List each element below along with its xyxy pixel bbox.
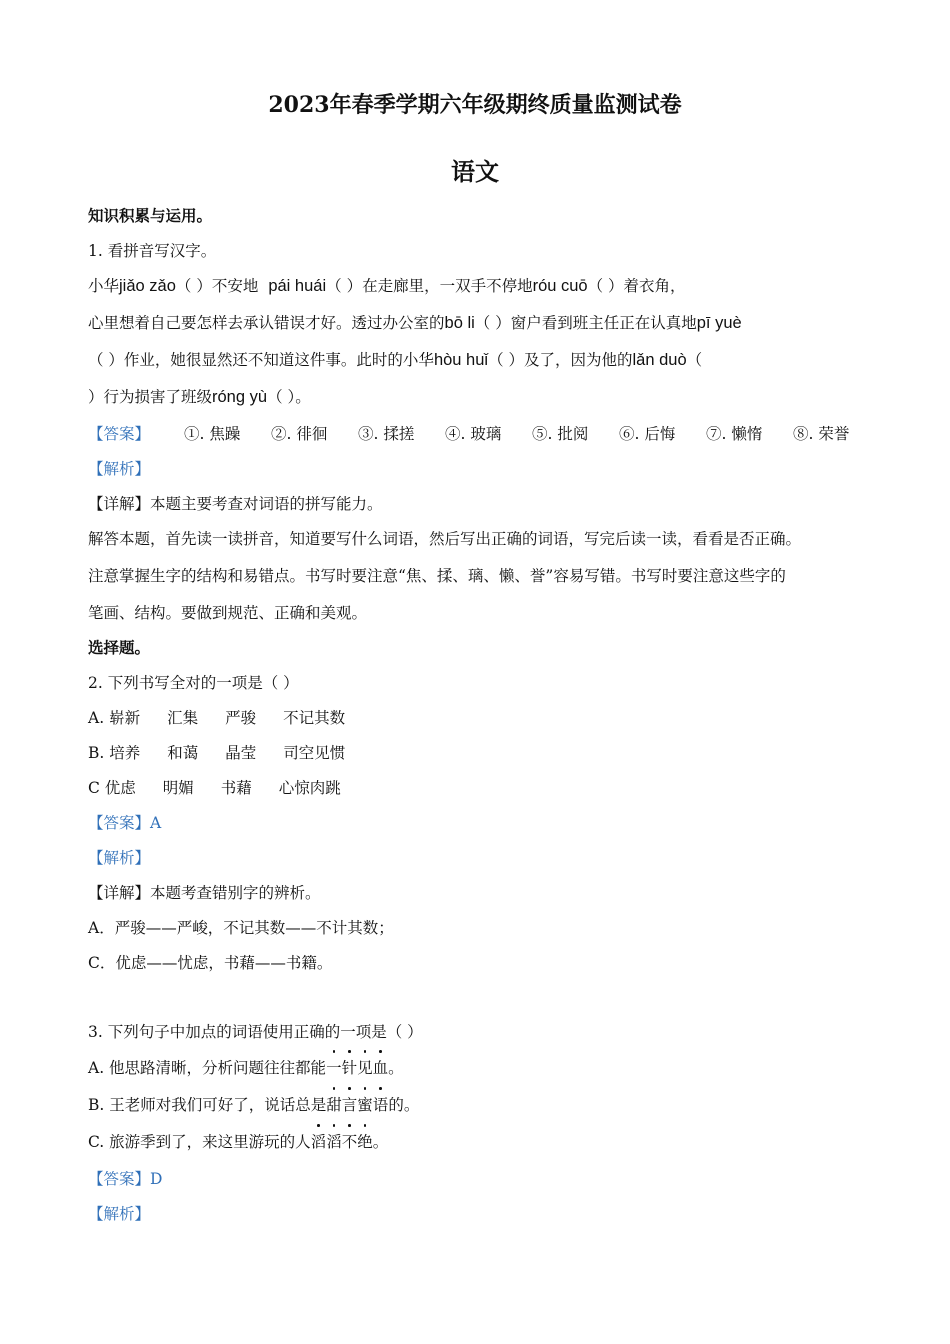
q1-pinyin: bō li bbox=[444, 314, 475, 332]
q2-analysis-label: 【解析】 bbox=[88, 849, 151, 867]
dotted-char: 血 bbox=[372, 1059, 389, 1077]
q2-answer-row bbox=[88, 813, 161, 833]
option-word: 司空见惯 bbox=[283, 744, 346, 762]
answer-label: 【答案】 bbox=[88, 1170, 151, 1188]
q1-text: （ ）及了，因为他的 bbox=[488, 351, 633, 369]
q1-answer-item: ⑧. 荣誉 bbox=[793, 425, 850, 443]
dotted-char: 见 bbox=[357, 1059, 373, 1077]
subject-title: 语文 bbox=[451, 157, 499, 186]
exam-title: 2023年春季学期六年级期终质量监测试卷 bbox=[268, 92, 682, 118]
q1-text: （ ）窗户看到班主任正在认真地 bbox=[474, 314, 697, 332]
q3-option-b bbox=[88, 1095, 419, 1115]
q1-line-3 bbox=[88, 350, 702, 370]
q1-line-1 bbox=[88, 276, 686, 296]
q3-answer: D bbox=[150, 1170, 163, 1188]
q2-answer: A bbox=[150, 814, 162, 832]
option-label: B. bbox=[88, 744, 110, 762]
q1-detail-text: 本题主要考查对词语的拼写能力。 bbox=[150, 495, 383, 513]
section-heading-knowledge: 知识积累与运用。 bbox=[88, 206, 213, 225]
q1-text: （ ）。 bbox=[267, 388, 311, 406]
q1-pinyin: pái huái bbox=[268, 277, 327, 295]
option-word: 明媚 bbox=[162, 779, 194, 797]
option-word: 心惊肉跳 bbox=[278, 779, 341, 797]
dotted-char: 一 bbox=[326, 1059, 342, 1077]
q2-detail-text: 本题考查错别字的辨析。 bbox=[150, 884, 321, 902]
q2-option-c bbox=[88, 778, 341, 798]
option-word: 严骏 bbox=[225, 709, 257, 727]
q3-answer-row bbox=[88, 1169, 162, 1189]
q1-answer-item: ①. 焦躁 bbox=[184, 425, 241, 443]
option-word: 晶莹 bbox=[225, 744, 257, 762]
option-word: 培养 bbox=[109, 744, 141, 762]
q2-option-a bbox=[88, 708, 345, 728]
q2-option-b bbox=[88, 743, 345, 763]
q3-analysis-label: 【解析】 bbox=[88, 1205, 151, 1223]
q3-option-c bbox=[88, 1132, 388, 1152]
q3-stem: 3. 下列句子中加点的词语使用正确的一项是（ ） bbox=[88, 1023, 423, 1041]
dotted-char: 语 bbox=[372, 1096, 389, 1114]
q1-stem: 1. 看拼音写汉字。 bbox=[88, 242, 217, 260]
q1-explanation-1: 解答本题，首先读一读拼音，知道要写什么词语，然后写出正确的词语，写完后读一读，看看是否正确。 bbox=[88, 530, 802, 548]
q1-answer-row bbox=[88, 424, 849, 444]
dotted-char: 绝 bbox=[357, 1133, 373, 1151]
dotted-char: 滔 bbox=[310, 1133, 327, 1151]
dotted-char: 针 bbox=[341, 1059, 358, 1077]
detail-label: 【详解】 bbox=[88, 884, 151, 902]
q1-text: 小华 bbox=[88, 277, 120, 295]
q1-pinyin: lǎn duò bbox=[632, 351, 687, 369]
dotted-char: 滔 bbox=[326, 1133, 342, 1151]
option-text: C. 旅游季到了，来这里游玩的人 bbox=[88, 1133, 311, 1151]
q1-text: ）行为损害了班级 bbox=[88, 388, 213, 406]
dotted-char: 不 bbox=[341, 1133, 358, 1151]
section-heading-choice: 选择题。 bbox=[88, 638, 151, 657]
option-text: 。 bbox=[372, 1133, 389, 1151]
detail-label: 【详解】 bbox=[88, 495, 151, 513]
option-text: A. 他思路清晰，分析问题往往都能 bbox=[88, 1059, 327, 1077]
q1-line-4 bbox=[88, 387, 311, 407]
q1-answer-item: ⑥. 后悔 bbox=[619, 425, 676, 443]
q1-answer-item: ⑤. 批阅 bbox=[532, 425, 589, 443]
dotted-char: 言 bbox=[341, 1096, 358, 1114]
option-text: 的。 bbox=[388, 1096, 420, 1114]
q1-answer-item: ⑦. 懒惰 bbox=[706, 425, 763, 443]
q1-detail bbox=[88, 494, 383, 514]
q1-answer-item: ④. 玻璃 bbox=[445, 425, 502, 443]
q1-pinyin: róu cuō bbox=[532, 277, 588, 295]
q2-detail bbox=[88, 883, 321, 903]
option-word: 和蔼 bbox=[167, 744, 199, 762]
option-text: B. 王老师对我们可好了，说话总是 bbox=[88, 1096, 327, 1114]
q1-text: （ ）着衣角， bbox=[587, 277, 686, 295]
q1-answer-item: ②. 徘徊 bbox=[271, 425, 328, 443]
q1-explanation-3: 笔画、结构。要做到规范、正确和美观。 bbox=[88, 604, 368, 622]
option-label: C bbox=[88, 779, 105, 797]
option-label: A. bbox=[88, 709, 110, 727]
q2-stem: 2. 下列书写全对的一项是（ ） bbox=[88, 674, 299, 692]
answer-label: 【答案】 bbox=[88, 425, 151, 443]
q1-answer-item: ③. 揉搓 bbox=[358, 425, 415, 443]
option-word: 书藉 bbox=[220, 779, 252, 797]
q2-explanation-1: A．严骏——严峻，不记其数——不计其数； bbox=[88, 919, 394, 937]
q1-explanation-2: 注意掌握生字的结构和易错点。书写时要注意“焦、揉、璃、懒、誉”容易写错。书写时要注意这些字的 bbox=[88, 567, 786, 585]
option-word: 汇集 bbox=[167, 709, 199, 727]
q1-pinyin: róng yù bbox=[212, 388, 268, 406]
option-word: 优虑 bbox=[104, 779, 136, 797]
q1-line-2 bbox=[88, 313, 742, 333]
q1-text: （ bbox=[686, 351, 703, 369]
q2-explanation-2: C．优虑——忧虑，书藉——书籍。 bbox=[88, 954, 333, 972]
q1-pinyin: pī yuè bbox=[696, 314, 742, 332]
q1-text: 心里想着自己要怎样去承认错误才好。透过办公室的 bbox=[88, 314, 445, 332]
q1-text: （ ）在走廊里，一双手不停地 bbox=[326, 277, 533, 295]
dotted-char: 甜 bbox=[326, 1096, 342, 1114]
q1-text: （ ）不安地 bbox=[175, 277, 259, 295]
option-word: 不记其数 bbox=[283, 709, 346, 727]
q3-option-a bbox=[88, 1058, 404, 1078]
option-word: 崭新 bbox=[109, 709, 141, 727]
dotted-char: 蜜 bbox=[357, 1096, 373, 1114]
q1-analysis-label: 【解析】 bbox=[88, 460, 151, 478]
q1-text: （ ）作业，她很显然还不知道这件事。此时的小华 bbox=[88, 351, 434, 369]
option-text: 。 bbox=[388, 1059, 404, 1077]
answer-label: 【答案】 bbox=[88, 814, 151, 832]
q1-pinyin: hòu huǐ bbox=[433, 351, 489, 369]
q1-pinyin: jiǎo zǎo bbox=[119, 277, 176, 295]
